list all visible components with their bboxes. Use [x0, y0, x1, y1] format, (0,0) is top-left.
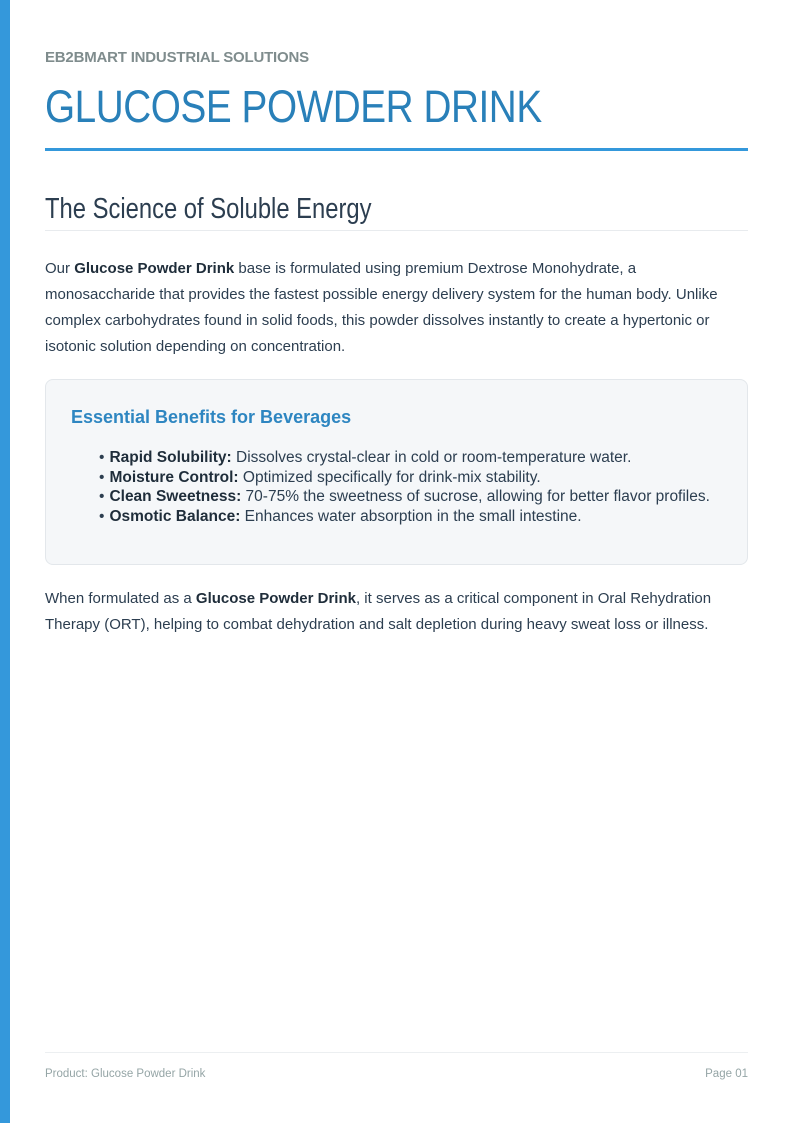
bullet-icon: • — [99, 507, 105, 525]
footer-page-number: Page 01 — [705, 1068, 748, 1080]
benefit-text: 70-75% the sweetness of sucrose, allowing for better flavor profiles. — [241, 488, 710, 505]
footer-divider — [45, 1052, 748, 1053]
benefit-label: Osmotic Balance: — [109, 507, 241, 525]
bullet-icon: • — [99, 468, 105, 486]
left-accent-bar — [0, 0, 10, 1123]
page — [45, 0, 748, 1123]
benefit-label: Moisture Control: — [109, 468, 239, 486]
intro-lead: Our — [45, 260, 75, 277]
company-name: EB2BMART INDUSTRIAL SOLUTIONS — [45, 49, 309, 66]
benefits-box — [45, 379, 748, 565]
intro-product-name: Glucose Powder Drink — [74, 260, 235, 277]
bullet-icon: • — [99, 449, 105, 466]
closing-paragraph — [45, 586, 748, 638]
benefit-label: Rapid Solubility: — [109, 449, 232, 466]
title-divider — [45, 148, 748, 151]
benefit-text: Optimized specifically for drink-mix stability. — [238, 468, 541, 486]
benefit-label: Clean Sweetness: — [109, 488, 242, 505]
closing-lead: When formulated as a — [45, 590, 196, 607]
benefits-list — [99, 448, 710, 526]
list-item — [99, 507, 710, 527]
closing-text: , it serves as a critical component in Oral Rehydration Therapy (ORT), helping to combat dehydration and salt depletion during heavy sweat loss or illness. — [45, 590, 712, 633]
closing-product-name: Glucose Powder Drink — [195, 590, 356, 607]
section-title: The Science of Soluble Energy — [45, 193, 372, 225]
benefits-title: Essential Benefits for Beverages — [71, 407, 352, 427]
list-item — [99, 448, 710, 468]
footer-product-label: Product: Glucose Powder Drink — [45, 1068, 206, 1080]
benefit-text: Dissolves crystal-clear in cold or room-temperature water. — [231, 449, 632, 466]
list-item — [99, 468, 710, 488]
page-title: GLUCOSE POWDER DRINK — [45, 81, 542, 132]
bullet-icon: • — [99, 488, 105, 505]
intro-text: base is formulated using premium Dextrose Monohydrate, a monosaccharide that provides the fastest possible energy delivery system for the human body. Unlike complex carbohydrates found in solid foods, this powder dissolves instantly to create a hypertonic or isotonic solution depending on concentration. — [45, 260, 718, 355]
intro-paragraph — [45, 256, 748, 360]
list-item — [99, 487, 710, 507]
section-divider — [45, 230, 748, 231]
benefit-text: Enhances water absorption in the small intestine. — [240, 507, 582, 525]
